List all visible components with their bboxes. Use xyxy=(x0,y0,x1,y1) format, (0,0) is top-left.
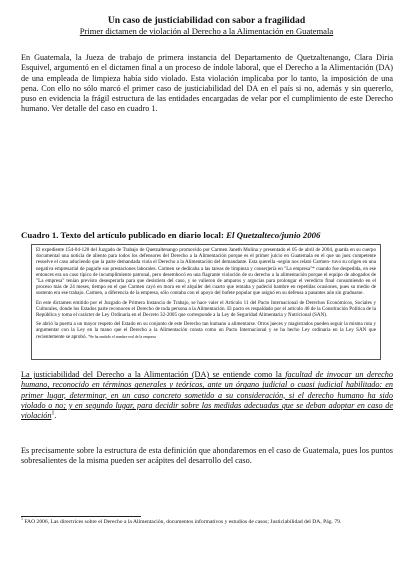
definition-lead: La justiciabilidad del Derecho a la Alimentación (DA) se entiende como la xyxy=(21,370,286,379)
box-paragraph-1: El expediente 154-04-128 del Juzgado de Trabajo de Quetzaltenango promovido por Carmen Janeth Molina y presentado el 05 de abril de 2004, guarda en su cuerpo documental una noticia de aliento para todos los defensores del Derecho a la Alimentación porque es el primer juicio en Guatemala en el que un juez competente resuelve el caso aduciendo que la parte demandada viola el Derecho a la Alimentación del demandante. Esta querella -según nos relató Carmen- tuvo su origen en una negativa empresarial de pagarle sus prestaciones laborales. Carmen se dedicaba a las tareas de limpieza y conserjería en "La empresa"* cuando fue despedida, en ese entonces era un caso típico de incumplimiento patronal, pero desembocó en una flagrante violación de su derecho a la alimentación porque el equipo de abogados de "La empresa" tenían previsto desesperarla para que desistiera del caso, y se valieron de amparos y argucias para prolongar el veredicto final consumiendo en el proceso más de 24 meses, tiempo en el que Carmen cayó en mora en el alquiler del cuarto que rentaba y padeció hambre en repetidas ocasiones, pues su medio de sustento era ese trabajo. Carmen, a diferencia de la empresa, sólo contaba con el apoyo del bufete popular que asignó en su defensa a pasantes aún sin graduarse. xyxy=(36,247,376,297)
box-paragraph-2: En este dictamen emitido por el Juzgado de Primera Instancia de Trabajo, se hace valer el Artículo 11 del Pacto Internacional de Derechos Económicos, Sociales y Culturales, donde los Estados parte reconocen el Derecho de toda persona a la Alimentación. El pacto es respaldado por el artículo 46 de la Constitución Política de la República y toma el carácter de Ley Ordinaria en el Decreto 32-2005 que corresponde a la Ley de Seguridad Alimentaria y Nutricional (SAN). xyxy=(36,299,376,319)
footnote xyxy=(21,519,393,526)
footnote-mark: 1 xyxy=(21,517,23,522)
box-paragraph-3 xyxy=(36,321,376,340)
document-title: Un caso de justiciabilidad con sabor a fragilidad xyxy=(107,15,306,26)
definition-paragraph xyxy=(21,370,393,421)
box-heading-source: El Quetzalteco/junio 2006 xyxy=(226,230,321,240)
box-note: *Se ha omitido el nombre real de la empresa xyxy=(88,334,156,339)
box-heading xyxy=(21,230,393,240)
footnote-separator xyxy=(21,516,141,517)
definition-end: . xyxy=(54,411,57,421)
closing-paragraph: Es precisamente sobre la estructura de esta definición que ahondaremos en el caso de Guatemala, pues los puntos sobresalientes de la misma pueden ser acápites del desarrollo del caso. xyxy=(21,446,393,466)
news-article-box xyxy=(31,244,381,360)
box-paragraph-3-text: Se abrió la puerta a un mayor respeto del Estado en su conjunto de este Derecho tan humano a alimentarse. Otros jueces y magistrados pueden seguir la misma ruta y argumentar con la Ley en la mano que el Derecho a la Alimentación consta como un Pacto Internacional y se ha hecho Ley ordinaria en la Ley SAN que recientemente se aprobó. xyxy=(36,321,376,340)
box-heading-label: Cuadro 1. Texto del artículo publicado en diario local: xyxy=(21,230,227,240)
definition-quote: facultad de invocar un derecho humano, reconocido en términos generales y teóricos, ante un órgano judicial o cuasi judicial habilitado: en primer lugar, determinar, en un caso concreto sometido a su consideración, si el derecho humano ha sido violado o no; y en segundo lugar, para decidir sobre las medidas adecuadas que se deban adoptar en caso de violación xyxy=(21,370,393,421)
footnote-text: FAO 2006, Las directrices sobre el Derecho a la Alimentación, documentos informativos y estudios de casos; Justiciabilidad del DA, Pág. 79. xyxy=(22,519,342,525)
footnote-reference[interactable]: 1 xyxy=(51,410,55,417)
document-subtitle: Primer dictamen de violación al Derecho a la Alimentación en Guatemala xyxy=(79,26,334,36)
intro-paragraph: En Guatemala, la Jueza de trabajo de primera instancia del Departamento de Quetzaltenango, Clara Diria Esquivel, argumentó en el dictamen final a un proceso de índole laboral, que el Derecho a la Alimentación (DA) de una empleada de limpieza había sido violado. Esta violación implicaba por lo tanto, la imposición de una pena. Con ello no sólo marcó el primer caso de justiciabilidad del DA en el país si no, además y sin quererlo, puso en evidencia la frágil estructura de las entidades encargadas de velar por el cumplimiento de este Derecho humano. Ver detalle del caso en cuadro 1. xyxy=(21,53,393,114)
